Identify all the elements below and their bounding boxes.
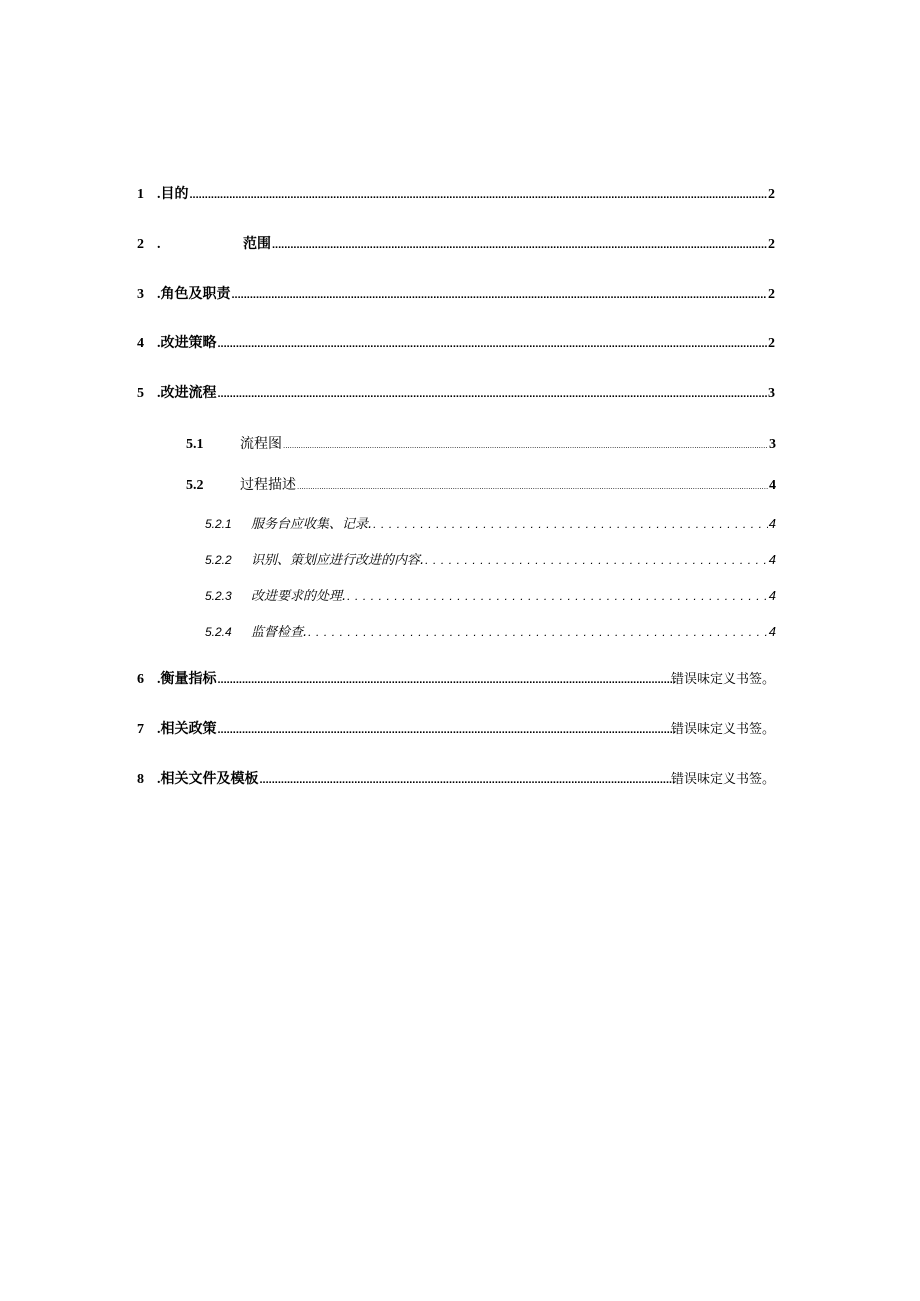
toc-entry-dot: .: [157, 336, 161, 351]
toc-entry-page: 2: [768, 237, 775, 252]
toc-entry-number: 5.2.4: [205, 625, 232, 639]
dot-leader: [272, 236, 767, 252]
toc-entry-5-2-4[interactable]: [205, 621, 776, 640]
toc-entry-dot: .: [157, 722, 161, 737]
dot-leader: [218, 335, 768, 351]
toc-entry-page: 2: [768, 187, 775, 202]
dot-leader: [373, 517, 768, 532]
dot-leader: [218, 671, 676, 687]
toc-entry-title: 流程图: [240, 436, 282, 452]
toc-entry-title: 角色及职责: [160, 286, 231, 302]
toc-entry-number: 2: [137, 237, 144, 252]
toc-entry-8[interactable]: [137, 768, 775, 788]
toc-entry-7[interactable]: [137, 718, 775, 738]
toc-entry-3[interactable]: [137, 283, 775, 303]
toc-entry-number: 5.2.1: [205, 517, 232, 531]
toc-entry-dot: .: [157, 672, 161, 687]
toc-entry-title: 目的: [160, 186, 189, 202]
toc-entry-title: 衡量指标: [160, 671, 217, 687]
toc-entry-page: 4: [769, 478, 776, 493]
toc-entry-1[interactable]: [137, 183, 775, 203]
toc-entry-page: 4: [768, 588, 776, 603]
toc-entry-number: 7: [137, 722, 144, 737]
toc-entry-number: 3: [137, 287, 144, 302]
toc-entry-title: 范围: [243, 236, 271, 252]
toc-entry-5-2-3[interactable]: [205, 585, 776, 604]
toc-entry-page: 4: [768, 552, 776, 567]
toc-entry-number: 5.2.3: [205, 589, 232, 603]
dot-leader: [218, 721, 676, 737]
dot-leader: [190, 186, 768, 202]
toc-entry-number: 8: [137, 772, 144, 787]
dot-leader: [218, 385, 768, 401]
toc-entry-title: 识别、策划应进行改进的内容.: [251, 553, 425, 568]
toc-entry-page: 3: [768, 386, 775, 401]
toc-entry-5-2-1[interactable]: [205, 513, 776, 532]
toc-entry-title: 相关政策: [160, 721, 217, 737]
toc-entry-2[interactable]: [137, 233, 775, 253]
dot-leader: [297, 477, 768, 493]
toc-entry-dot: .: [157, 187, 161, 202]
toc-entry-dot: .: [157, 237, 161, 252]
dot-leader: [260, 771, 676, 787]
toc-entry-number: 5.2.2: [205, 553, 232, 567]
toc-entry-title: 改进要求的处理.: [251, 589, 347, 604]
toc-entry-page: 2: [768, 287, 775, 302]
toc-entry-5-1[interactable]: [186, 433, 776, 453]
dot-leader: [425, 553, 768, 568]
toc-entry-page: 3: [769, 437, 776, 452]
dot-leader: [283, 436, 768, 452]
toc-entry-page: 2: [768, 336, 775, 351]
toc-entry-page: 4: [768, 624, 776, 639]
toc-entry-number: 5.1: [186, 437, 204, 452]
toc-entry-number: 6: [137, 672, 144, 687]
toc-entry-page-error: 错误味定义书签。: [670, 722, 775, 737]
toc-entry-title: 改进流程: [160, 385, 217, 401]
toc-entry-title: 过程描述: [240, 477, 296, 493]
toc-entry-dot: .: [157, 386, 161, 401]
toc-entry-page-error: 错误味定义书签。: [670, 672, 775, 687]
toc-entry-number: 5: [137, 386, 144, 401]
toc-entry-title: 监督检查.: [251, 625, 308, 640]
dot-leader: [232, 286, 768, 302]
toc-entry-title: 服务台应收集、记录.: [251, 517, 373, 532]
dot-leader: [308, 625, 768, 640]
dot-leader: [347, 589, 768, 604]
toc-entry-title: 相关文件及模板: [160, 771, 259, 787]
toc-entry-4[interactable]: [137, 332, 775, 352]
toc-entry-dot: .: [157, 772, 161, 787]
toc-entry-number: 5.2: [186, 478, 204, 493]
toc-entry-dot: .: [157, 287, 161, 302]
toc-entry-title: 改进策略: [160, 335, 217, 351]
toc-entry-6[interactable]: [137, 668, 775, 688]
toc-entry-5-2[interactable]: [186, 474, 776, 494]
toc-entry-5-2-2[interactable]: [205, 549, 776, 568]
toc-entry-number: 4: [137, 336, 144, 351]
toc-entry-page: 4: [768, 516, 776, 531]
toc-entry-page-error: 错误味定义书签。: [670, 772, 775, 787]
toc-entry-number: 1: [137, 187, 144, 202]
toc-entry-5[interactable]: [137, 382, 775, 402]
